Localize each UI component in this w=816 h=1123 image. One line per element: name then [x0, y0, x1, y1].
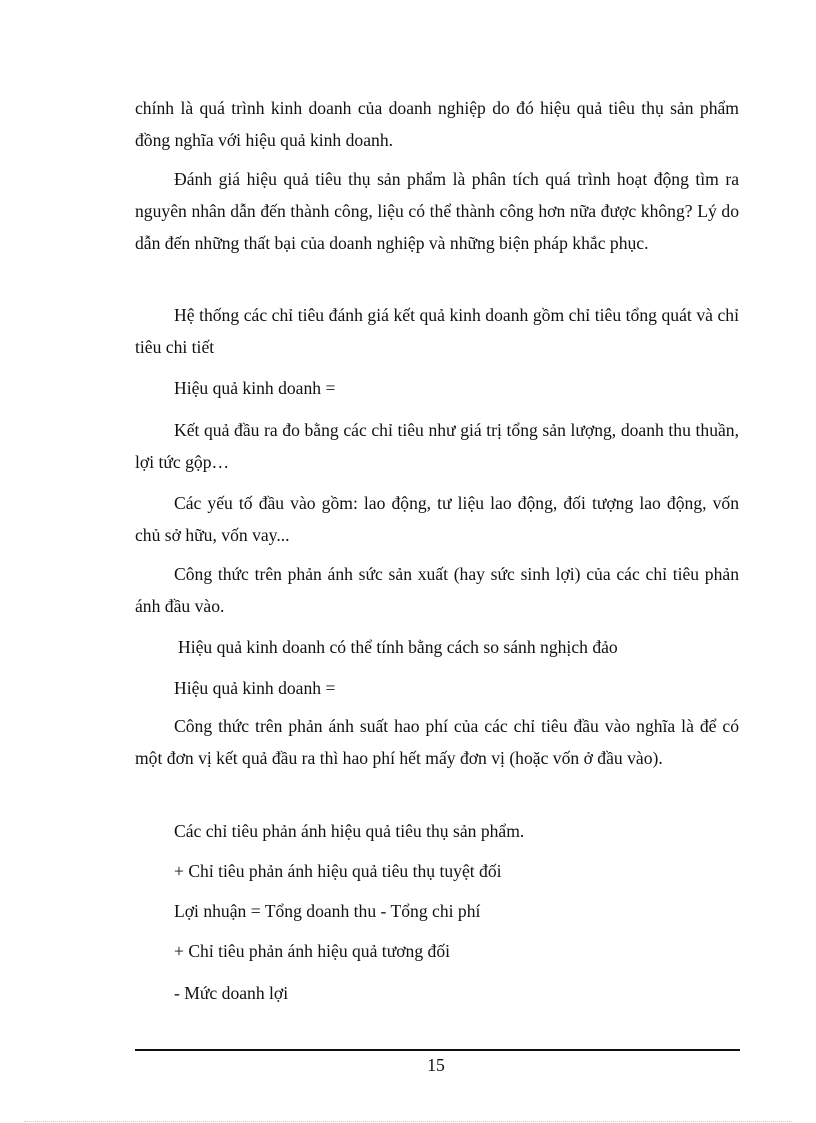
page-number: 15: [427, 1055, 445, 1075]
paragraph-indicator-system: Hệ thống các chỉ tiêu đánh giá kết quả kinh doanh gồm chỉ tiêu tổng quát và chỉ tiêu chi tiết: [135, 305, 739, 357]
paragraph-formula-note-1: Công thức trên phản ánh sức sản xuất (hay sức sinh lợi) của các chỉ tiêu phản ánh đầu vào.: [135, 564, 739, 616]
paragraph-inverse: Hiệu quả kinh doanh có thể tính bằng cách so sánh nghịch đảo: [178, 637, 618, 657]
list-item-relative: + Chỉ tiêu phản ánh hiệu quả tương đối: [174, 941, 451, 961]
paragraph-continuation: chính là quá trình kinh doanh của doanh nghiệp do đó hiệu quả tiêu thụ sản phẩm đồng nghĩa với hiệu quả kinh doanh.: [135, 98, 739, 150]
page-edge-divider: [24, 1121, 792, 1122]
paragraph-evaluation: Đánh giá hiệu quả tiêu thụ sản phẩm là phân tích quá trình hoạt động tìm ra nguyên nhân dẫn đến thành công, liệu có thể thành công hơn nữa được không? Lý do dẫn đến những thất bại của doanh nghiệp và những biện pháp khắc phục.: [135, 169, 739, 253]
paragraph-indicators-heading: Các chỉ tiêu phản ánh hiệu quả tiêu thụ sản phẩm.: [174, 821, 525, 841]
formula-efficiency-1: Hiệu quả kinh doanh =: [174, 378, 336, 398]
paragraph-input: Các yếu tố đầu vào gồm: lao động, tư liệu lao động, đối tượng lao động, vốn chủ sở hữu, vốn vay...: [135, 493, 739, 545]
paragraph-output: Kết quả đầu ra đo bằng các chỉ tiêu như giá trị tổng sản lượng, doanh thu thuần, lợi tức gộp…: [135, 420, 739, 472]
footer-divider: [135, 1049, 740, 1051]
formula-profit: Lợi nhuận = Tổng doanh thu - Tổng chi phí: [174, 901, 481, 921]
list-item-profit-rate: - Mức doanh lợi: [174, 983, 289, 1003]
formula-efficiency-2: Hiệu quả kinh doanh =: [174, 678, 336, 698]
paragraph-formula-note-2: Công thức trên phản ánh suất hao phí của các chỉ tiêu đầu vào nghĩa là để có một đơn vị kết quả đầu ra thì hao phí hết mấy đơn vị (hoặc vốn ở đầu vào).: [135, 716, 739, 768]
list-item-absolute: + Chỉ tiêu phản ánh hiệu quả tiêu thụ tuyệt đối: [174, 861, 502, 881]
